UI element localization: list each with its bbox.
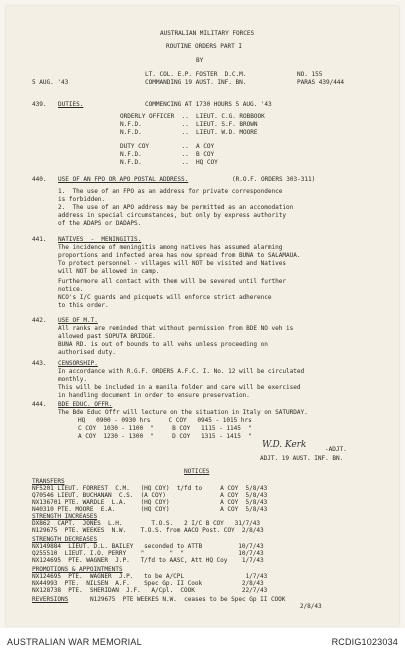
para-441-line: to this order. [58,302,109,309]
notice-line: NX128738 PTE. SHERIDAN J.F. A/Cpl. COOK 22/7/43 [32,587,268,594]
lecture-schedule-row: A COY 1230 - 1300 " D COY 1315 - 1415 " [78,433,252,440]
duty-line: N.F.D. .. LIEUT. W.D. MOORE [120,129,258,136]
para-440-number: 440. [32,176,47,183]
notices-heading: NOTICES [184,468,210,475]
para-441-heading: NATIVES - MENINGITIS. [58,236,142,243]
commanding-officer: LT. COL. E.P. FOSTER D.C.M. [145,71,247,78]
notice-line: N40310 PTE. MOORE E.A. (HQ COY) A COY 5/8/43 [32,506,268,513]
notice-line: N129675 PTE. WEEKES N.W. T.O.S. from AACO Post. COY 2/8/43 [32,527,264,534]
para-443-line: In accordance with R.G.F. ORDERS A.F.C. I. No. 12 will be circulated [58,368,305,375]
lecture-schedule-row: C COY 1030 - 1100 " B COY 1115 - 1145 " [78,425,252,432]
para-439-heading: DUTIES. [58,101,84,108]
order-date: 5 AUG. '43 [32,79,69,86]
notice-line: NX149884 LIEUT. D.L. BAILEY seconded to ATTB 10/7/43 [32,543,264,550]
promotions-heading: PROMOTIONS & APPOINTMENTS [32,566,123,573]
notice-line: N129675 PTE WEEKES N.W. ceases to be Spec Gp II COOK [90,596,286,603]
lecture-schedule-row: HQ 0900 - 0930 hrs C COY 0945 - 1015 hrs [78,417,252,424]
header-title: AUSTRALIAN MILITARY FORCES [160,30,255,37]
duty-line: N.F.D. .. HQ COY [120,159,218,166]
footer-source: AUSTRALIAN WAR MEMORIAL [7,637,142,647]
notice-line: Q255510 LIEUT. I.O. PERRY " " " 10/7/43 [32,550,264,557]
para-440-line: is forbidden. [58,196,106,203]
commanding-unit: COMMANDING 19 AUST. INF. BN. [145,79,247,86]
para-443-line: This will be included in a manila folder and care will be exercised [58,384,301,391]
para-440-line: of the ADAPS or DADAPS. [58,220,142,227]
para-443-number: 443. [32,360,47,367]
para-441-number: 441. [32,236,47,243]
duty-line: N.F.D. .. B COY [120,151,215,158]
notice-line: DX862 CAPT. JONES L.H. T.O.S. 2 I/C B COY 31/7/43 [32,520,260,527]
notice-line: 2/8/43 [90,603,322,610]
para-440-line: address in special circumstances, but only by express authority [58,212,286,219]
para-442-line: authorised duty. [58,349,116,356]
strength-decreases-heading: STRENGTH DECREASES [32,536,98,543]
notice-line: NX124695 PTE. WAGNER J.P. to be A/CPL 1/7/43 [32,573,268,580]
para-444-intro: The Bde Educ Offr will lecture on the situation in Italy on SATURDAY. [58,409,308,416]
para-441-line: The incidence of meningitis among natives has assumed alarming [58,244,283,251]
para-442-number: 442. [32,317,47,324]
header-by: BY [196,57,204,64]
para-442-line: BUNA RD. is out of bounds to all vehs unless proceeding on [58,341,268,348]
reversions-heading: REVERSIONS [32,596,69,603]
para-442-line: All ranks are reminded that without permission from BDE NO veh is [58,325,294,332]
para-440-line: 2. The use of an APO address may be permitted as an accomodation [58,204,294,211]
para-444-number: 444. [32,401,47,408]
para-440-heading: USE OF AN FPO OR APO POSTAL ADDRESS. [58,176,189,183]
para-441-line: NCO's I/C guards and picquets will enforce strict adherence [58,294,272,301]
order-number: NO. 155 [297,71,323,78]
para-440-line: 1. The use of an FPO as an address for private correspondence [58,188,283,195]
footer-record-id: RCDIG1023034 [331,637,398,647]
para-441-line: To protect personnel - villages will NOT be visited and Natives [58,260,286,267]
notice-line: NX44993 PTE. NILSEN A.F. Spec Gp. II Cook 2/8/43 [32,580,264,587]
signature-adjt: -ADJT. [325,446,347,453]
duty-line: N.F.D. .. LIEUT. S.F. BROWN [120,121,258,128]
notice-line: NF5201 LIEUT. FORREST C.M. (HQ COY) t/fd to A COY 5/8/43 [32,485,268,492]
para-439-commencing: COMMENCING AT 1730 HOURS 5 AUG. '43 [145,101,272,108]
para-441-line: notice. [58,286,84,293]
handwritten-signature: W.D. Kerk [262,440,307,450]
duty-line: DUTY COY .. A COY [120,143,215,150]
para-443-line: in handling document in order to ensure preservation. [58,392,250,399]
strength-increases-heading: STRENGTH INCREASES [32,513,98,520]
signature-unit: ADJT. 19 AUST. INF. BN. [260,455,344,462]
para-444-heading: BDE EDUC. OFFR. [58,401,113,408]
notice-line: NX136701 PTE. WARDLE L.A. (HQ COY) A COY 5/8/43 [32,499,268,506]
para-439-number: 439. [32,101,47,108]
notice-line: NX124695 PTE. WAGNER J.P. T/fd to AASC, Att HQ Coy 1/7/43 [32,557,264,564]
order-paras: PARAS 439/444 [297,79,345,86]
transfers-heading: TRANSFERS [32,478,65,485]
para-442-line: allowed past SOPUTA BRIDGE. [58,333,156,340]
para-440-reference: (R.O.F. ORDERS 303-311) [232,176,316,183]
notice-line: Q70546 LIEUT. BUCHANAN C.S. (A COY) A COY 5/8/43 [32,492,268,499]
para-443-line: monthly. [58,376,87,383]
duty-line: ORDERLY OFFICER .. LIEUT. C.G. ROBBOOK [120,113,265,120]
archive-footer [0,628,405,654]
para-442-heading: USE OF M.T. [58,317,98,324]
header-subtitle: ROUTINE ORDERS PART I [166,43,242,50]
para-443-heading: CENSORSHIP. [58,360,98,367]
para-441-line: proportions and infected area has now spread from BUNA to SALAMAUA. [58,252,301,259]
para-441-line: will NOT be allowed in camp. [58,268,160,275]
para-441-line: Furthermore all contact with them will be severed until further [58,278,286,285]
